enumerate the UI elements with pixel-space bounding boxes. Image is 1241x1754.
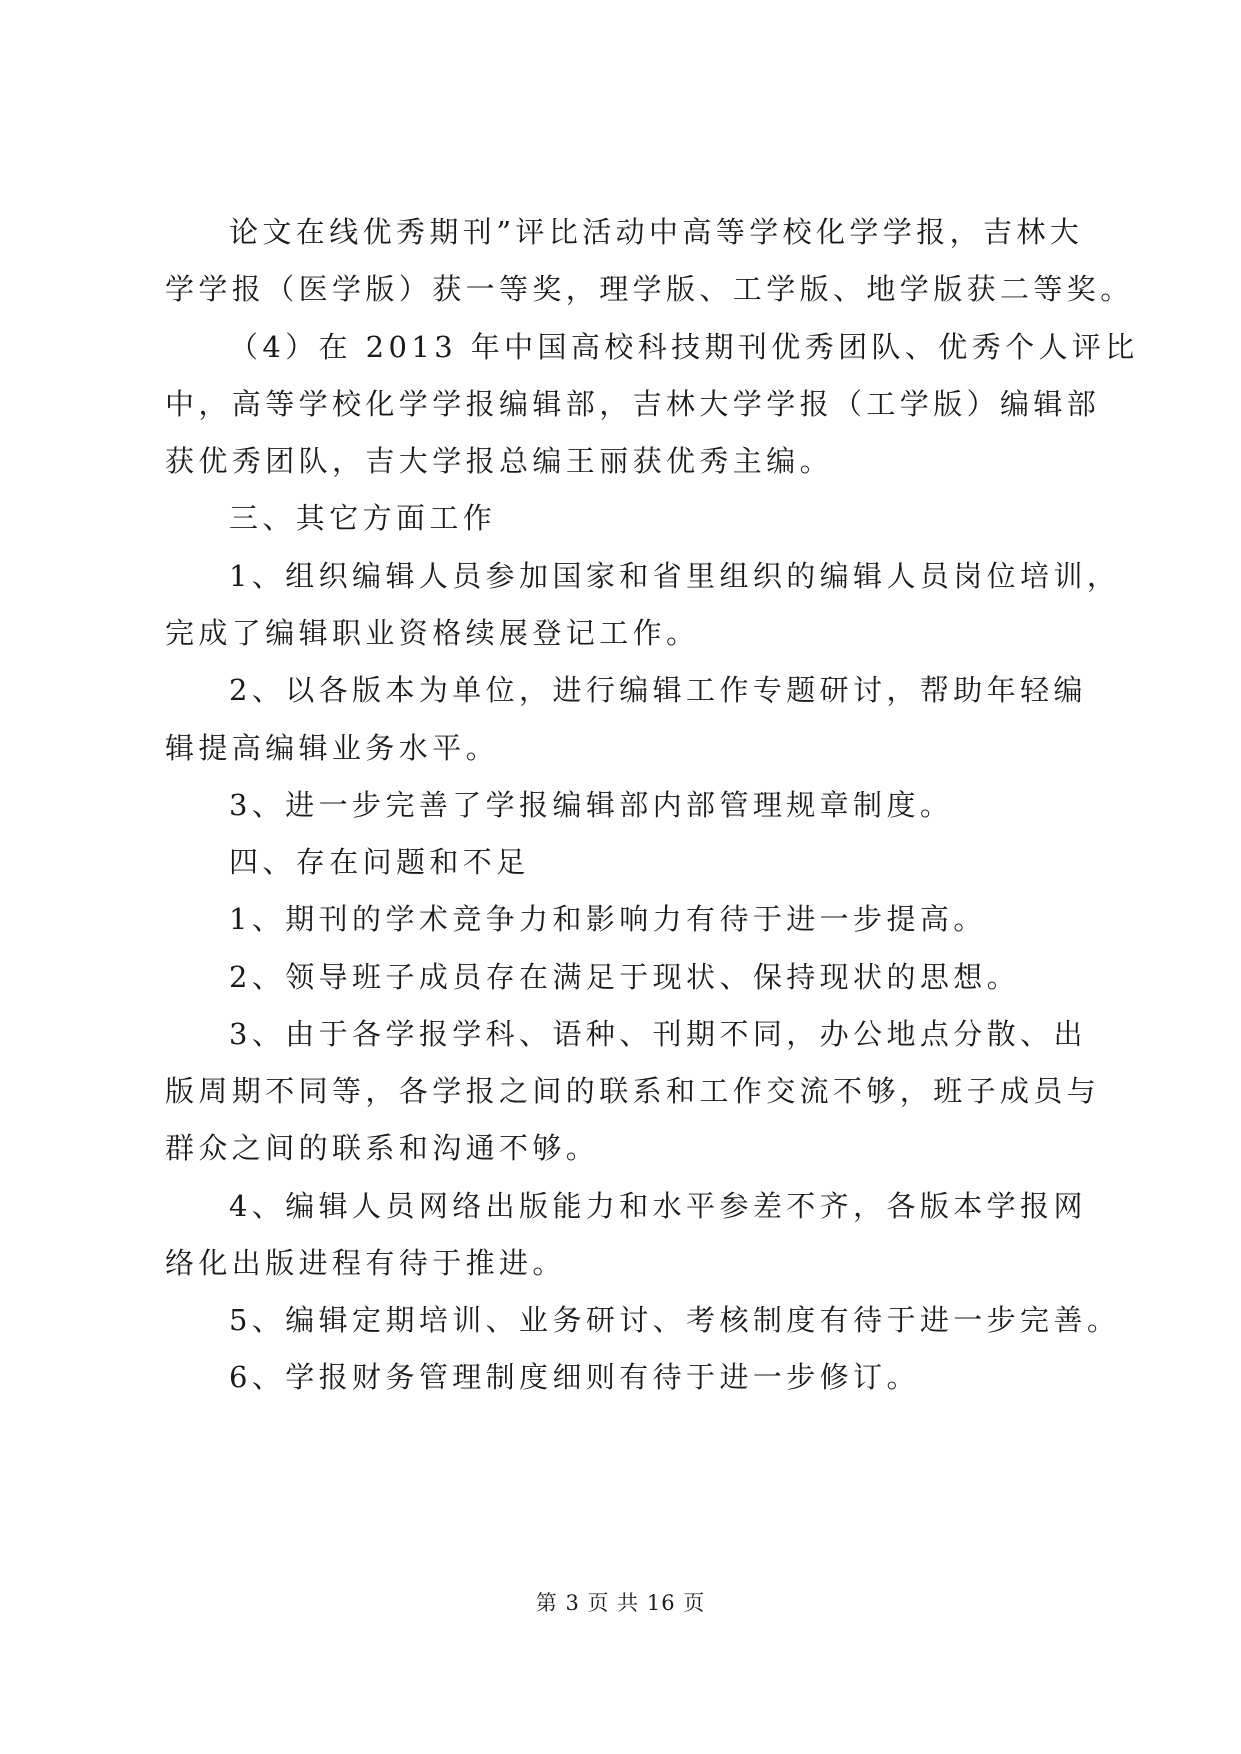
text-line: 完成了编辑职业资格续展登记工作。 xyxy=(165,616,700,650)
section-heading: 四、存在问题和不足 xyxy=(229,845,530,879)
text-line: 3、由于各学报学科、语种、刊期不同，办公地点分散、出 xyxy=(229,1017,1087,1051)
text-line: 版周期不同等，各学报之间的联系和工作交流不够，班子成员与 xyxy=(165,1074,1101,1108)
text-line: （4）在 2013 年中国高校科技期刊优秀团队、优秀个人评比 xyxy=(229,330,1139,364)
text-line: 2、领导班子成员存在满足于现状、保持现状的思想。 xyxy=(229,960,1021,994)
text-line: 5、编辑定期培训、业务研讨、考核制度有待于进一步完善。 xyxy=(229,1303,1121,1337)
text-line: 1、组织编辑人员参加国家和省里组织的编辑人员岗位培训， xyxy=(229,559,1121,593)
text-line: 论文在线优秀期刊”评比活动中高等学校化学学报，吉林大 xyxy=(229,215,1084,249)
text-line: 4、编辑人员网络出版能力和水平参差不齐，各版本学报网 xyxy=(229,1189,1087,1223)
text-line: 1、期刊的学术竞争力和影响力有待于进一步提高。 xyxy=(229,902,987,936)
text-line: 2、以各版本为单位，进行编辑工作专题研讨，帮助年轻编 xyxy=(229,673,1087,707)
section-heading: 三、其它方面工作 xyxy=(229,501,497,535)
text-line: 6、学报财务管理制度细则有待于进一步修订。 xyxy=(229,1360,920,1394)
page-footer: 第 3 页 共 16 页 xyxy=(535,1591,706,1615)
text-line: 3、进一步完善了学报编辑部内部管理规章制度。 xyxy=(229,788,954,822)
text-line: 络化出版进程有待于推进。 xyxy=(165,1246,566,1280)
text-line: 群众之间的联系和沟通不够。 xyxy=(165,1131,600,1165)
text-line: 中，高等学校化学学报编辑部，吉林大学学报（工学版）编辑部 xyxy=(165,387,1101,421)
text-line: 学学报（医学版）获一等奖，理学版、工学版、地学版获二等奖。 xyxy=(165,272,1134,306)
text-line: 获优秀团队，吉大学报总编王丽获优秀主编。 xyxy=(165,444,834,478)
text-line: 辑提高编辑业务水平。 xyxy=(165,731,500,765)
